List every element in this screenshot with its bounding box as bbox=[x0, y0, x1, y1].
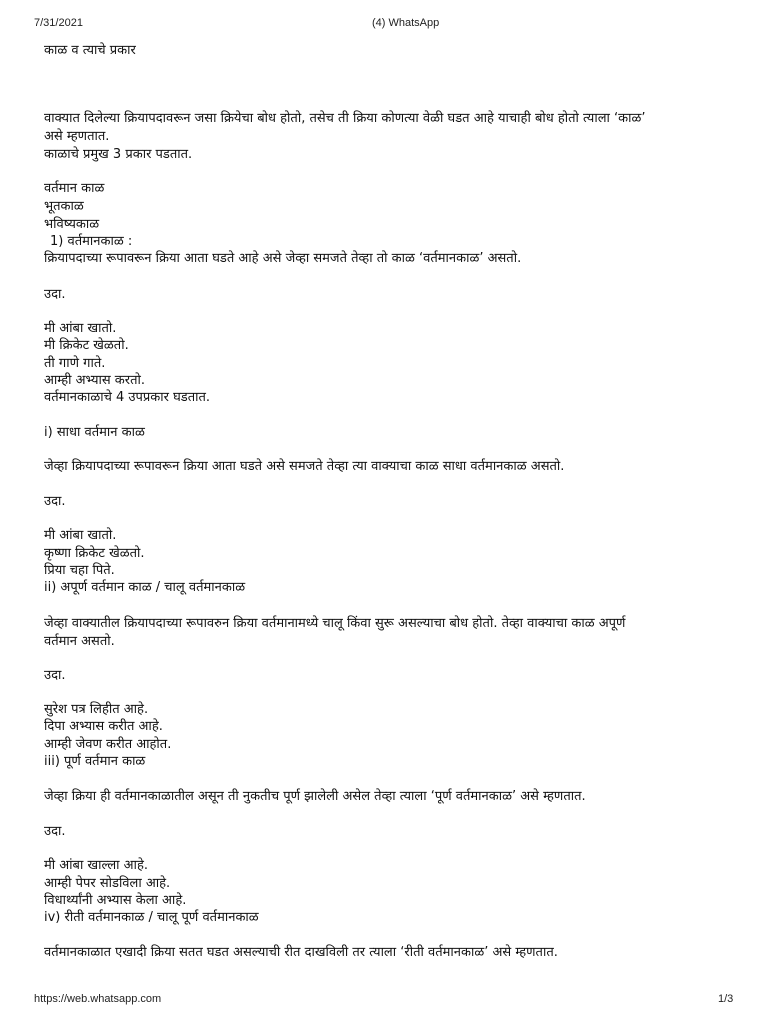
paragraph-line: जेव्हा क्रियापदाच्या रूपावरून क्रिया आता घडते असे समजते तेव्हा त्या वाक्याचा काळ साधा वर्तमानकाळ असतो. bbox=[44, 459, 565, 474]
paragraph-line: काळाचे प्रमुख 3 प्रकार पडतात. bbox=[44, 147, 193, 162]
paragraph-line: वर्तमान असतो. bbox=[44, 634, 115, 649]
subheading: i) साधा वर्तमान काळ bbox=[44, 425, 145, 440]
subheading: 1) वर्तमानकाळ : bbox=[50, 234, 133, 249]
example-label: उदा. bbox=[44, 287, 66, 302]
paragraph-line: क्रियापदाच्या रूपावरून क्रिया आता घडते आहे असे जेव्हा समजते तेव्हा तो काळ ‘वर्तमानकाळ’ असतो. bbox=[44, 251, 522, 266]
example-line: विधार्थ्यांनी अभ्यास केला आहे. bbox=[44, 893, 187, 908]
example-line: आम्ही जेवण करीत आहोत. bbox=[44, 737, 172, 752]
subheading: iii) पूर्ण वर्तमान काळ bbox=[44, 754, 146, 769]
footer-url[interactable]: https://web.whatsapp.com bbox=[34, 993, 162, 1005]
example-line: मी आंबा खातो. bbox=[44, 321, 117, 336]
paragraph-line: जेव्हा क्रिया ही वर्तमानकाळातील असून ती नुकतीच पूर्ण झालेली असेल तेव्हा त्याला ‘पूर्ण वर्तमानकाळ’ असे म्हणतात. bbox=[44, 789, 586, 804]
paragraph-line: वर्तमानकाळात एखादी क्रिया सतत घडत असल्याची रीत दाखविली तर त्याला ‘रीती वर्तमानकाळ’ असे म्हणतात. bbox=[44, 945, 558, 960]
paragraph-line: वाक्यात दिलेल्या क्रियापदावरून जसा क्रियेचा बोध होतो, तसेच ती क्रिया कोणत्या वेळी घडत आहे याचाही बोध होतो त्याला ‘काळ’ bbox=[44, 111, 646, 126]
paragraph-line: असे म्हणतात. bbox=[44, 129, 110, 144]
example-line: आम्ही पेपर सोडविला आहे. bbox=[44, 876, 171, 891]
example-line: मी आंबा खातो. bbox=[44, 528, 117, 543]
example-line: सुरेश पत्र लिहीत आहे. bbox=[44, 702, 149, 717]
example-label: उदा. bbox=[44, 668, 66, 683]
example-label: उदा. bbox=[44, 494, 66, 509]
section-heading: काळ व त्याचे प्रकार bbox=[44, 43, 136, 58]
list-item: भविष्यकाळ bbox=[44, 217, 100, 232]
example-line: मी आंबा खाल्ला आहे. bbox=[44, 858, 148, 873]
example-line: प्रिया चहा पिते. bbox=[44, 563, 115, 578]
example-line: दिपा अभ्यास करीत आहे. bbox=[44, 719, 163, 734]
footer-page-number: 1/3 bbox=[718, 993, 734, 1005]
paragraph-line: वर्तमानकाळाचे 4 उपप्रकार घडतात. bbox=[44, 390, 211, 405]
subheading: iv) रीती वर्तमानकाळ / चालू पूर्ण वर्तमानकाळ bbox=[44, 910, 259, 925]
example-line: आम्ही अभ्यास करतो. bbox=[44, 373, 145, 388]
example-label: उदा. bbox=[44, 824, 66, 839]
example-line: ती गाणे गाते. bbox=[44, 356, 106, 371]
header-title: (4) WhatsApp bbox=[372, 17, 440, 29]
header-date: 7/31/2021 bbox=[34, 17, 83, 29]
list-item: भूतकाळ bbox=[44, 199, 84, 214]
example-line: मी क्रिकेट खेळतो. bbox=[44, 338, 129, 353]
list-item: वर्तमान काळ bbox=[44, 181, 105, 196]
subheading: ii) अपूर्ण वर्तमान काळ / चालू वर्तमानकाळ bbox=[44, 580, 246, 595]
paragraph-line: जेव्हा वाक्यातील क्रियापदाच्या रूपावरुन क्रिया वर्तमानामध्ये चालू किंवा सुरू असल्याचा बोध होतो. तेव्हा वाक्याचा काळ अपूर्ण bbox=[44, 616, 626, 631]
example-line: कृष्णा क्रिकेट खेळतो. bbox=[44, 546, 145, 561]
